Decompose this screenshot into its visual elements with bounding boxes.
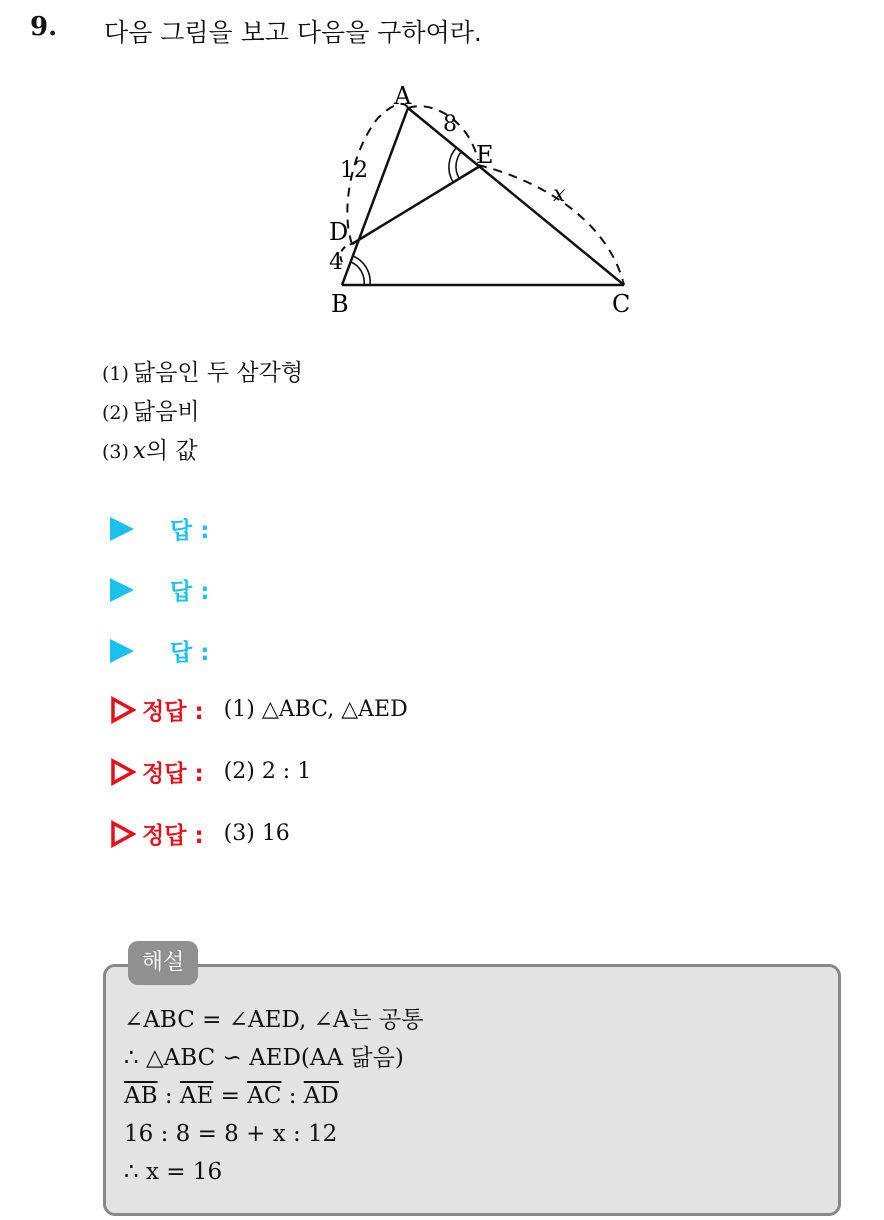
correct-answer-2: 정답 : (2) 2 : 1 xyxy=(110,755,311,788)
label-e: E xyxy=(476,141,494,169)
correct-answer-1: 정답 : (1) △ABC, △AED xyxy=(110,693,408,726)
answer-arrow-icon xyxy=(110,517,134,541)
part-3: (3) x의 값 xyxy=(102,438,198,464)
explanation-ratio-line: $\overline{AB}$ : $\overline{AE} = \overline{AC}$ : $\overline{AD}$ xyxy=(124,1083,339,1109)
length-ae: 8 xyxy=(443,112,457,137)
question-text: 다음 그림을 보고 다음을 구하여라. xyxy=(104,18,482,47)
triangle-figure xyxy=(0,0,884,340)
length-ec: x xyxy=(553,182,566,207)
correct-arrow-icon xyxy=(110,696,136,724)
explanation-content xyxy=(124,1001,423,1191)
label-c: C xyxy=(612,290,631,318)
explanation-line: ∴ △ABC ∽ AED(AA 닮음) xyxy=(124,1045,404,1071)
question-parts xyxy=(102,354,303,471)
label-d: D xyxy=(329,218,349,246)
length-db: 4 xyxy=(329,250,343,275)
angle-mark-b-inner xyxy=(351,262,364,285)
answer-arrow-icon xyxy=(110,639,134,663)
explanation-line: ∠ABC = ∠AED, ∠A는 공통 xyxy=(124,1007,424,1033)
part-1: (1) 닮음인 두 삼각형 xyxy=(102,360,304,386)
answer-arrow-icon xyxy=(110,578,134,602)
explanation-line: 16 : 8 = 8 + x : 12 xyxy=(124,1121,338,1147)
explanation-line: ∴ x = 16 xyxy=(124,1159,223,1185)
length-ad: 12 xyxy=(340,158,368,183)
label-b: B xyxy=(331,290,349,318)
side-ac xyxy=(408,108,624,285)
part-2: (2) 닮음비 xyxy=(102,399,200,425)
correct-arrow-icon xyxy=(110,758,136,786)
correct-answer-3: 정답 : (3) 16 xyxy=(110,817,290,850)
explanation-title: 해설 xyxy=(128,941,198,985)
angle-mark-e-inner xyxy=(456,151,462,178)
side-ab xyxy=(342,108,408,285)
label-a: A xyxy=(394,82,412,110)
correct-arrow-icon xyxy=(110,820,136,848)
question-number: 9. xyxy=(30,12,58,42)
answer-row-3: 답 : xyxy=(110,634,209,667)
answer-row-1: 답 : xyxy=(110,512,209,545)
answer-row-2: 답 : xyxy=(110,573,209,606)
